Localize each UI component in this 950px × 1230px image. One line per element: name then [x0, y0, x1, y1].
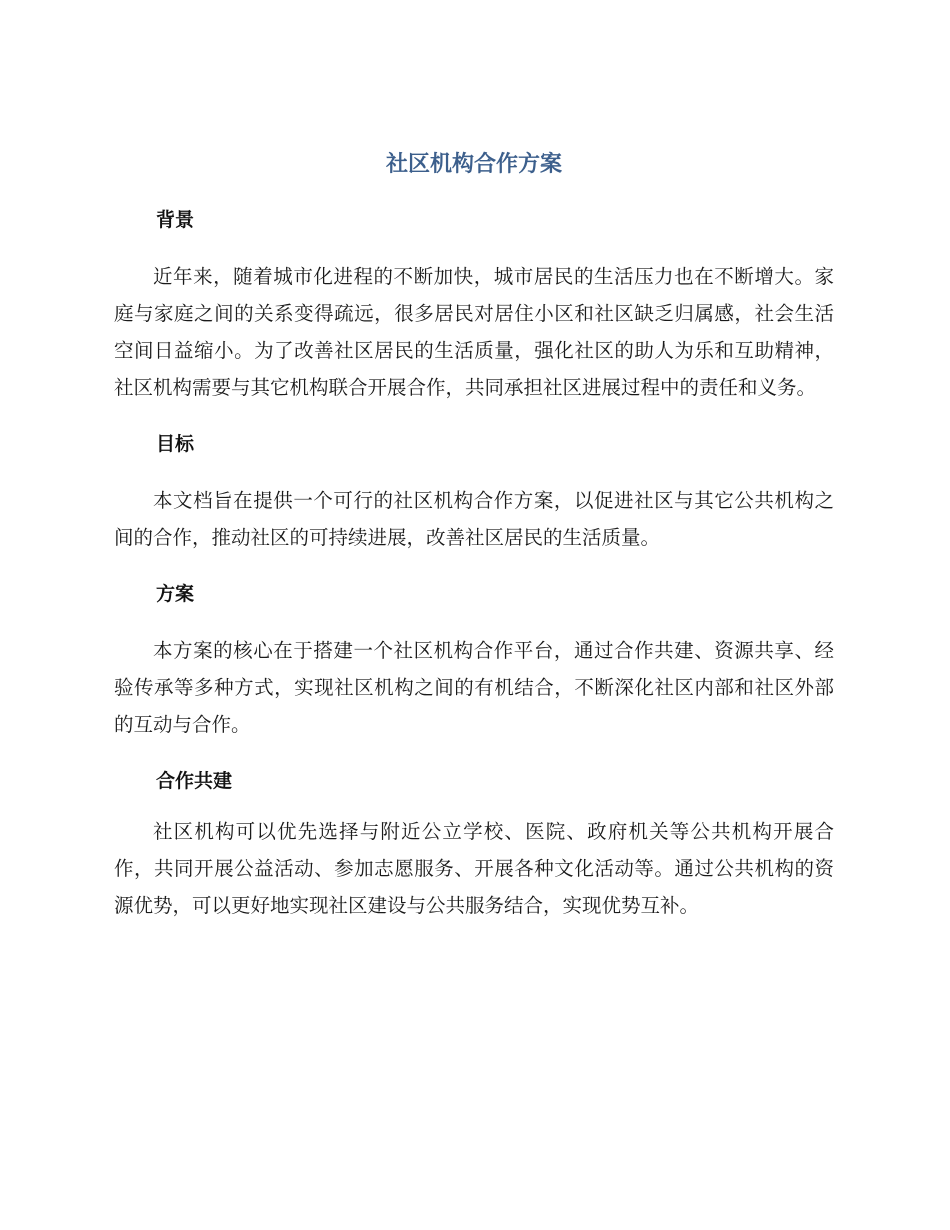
section-text-plan: 本方案的核心在于搭建一个社区机构合作平台，通过合作共建、资源共享、经验传承等多种方式，实现社区机构之间的有机结合，不断深化社区内部和社区外部的互动与合作。 — [114, 639, 834, 736]
document-body — [114, 140, 834, 924]
section-heading-background: 背景 — [156, 209, 195, 231]
section-heading-plan: 方案 — [156, 583, 195, 605]
section-text-goal: 本文档旨在提供一个可行的社区机构合作方案，以促进社区与其它公共机构之间的合作，推动社区的可持续进展，改善社区居民的生活质量。 — [114, 489, 834, 549]
section-heading-cooperation: 合作共建 — [156, 770, 233, 792]
section-text-cooperation: 社区机构可以优先选择与附近公立学校、医院、政府机关等公共机构开展合作，共同开展公益活动、参加志愿服务、开展各种文化活动等。通过公共机构的资源优势，可以更好地实现社区建设与公共服务结合，实现优势互补。 — [114, 820, 834, 917]
document-title: 社区机构合作方案 — [385, 152, 562, 177]
section-heading-goal: 目标 — [156, 433, 195, 455]
section-text-background: 近年来，随着城市化进程的不断加快，城市居民的生活压力也在不断增大。家庭与家庭之间的关系变得疏远，很多居民对居住小区和社区缺乏归属感，社会生活空间日益缩小。为了改善社区居民的生活质量，强化社区的助人为乐和互助精神，社区机构需要与其它机构联合开展合作，共同承担社区进展过程中的责任和义务。 — [114, 265, 834, 399]
